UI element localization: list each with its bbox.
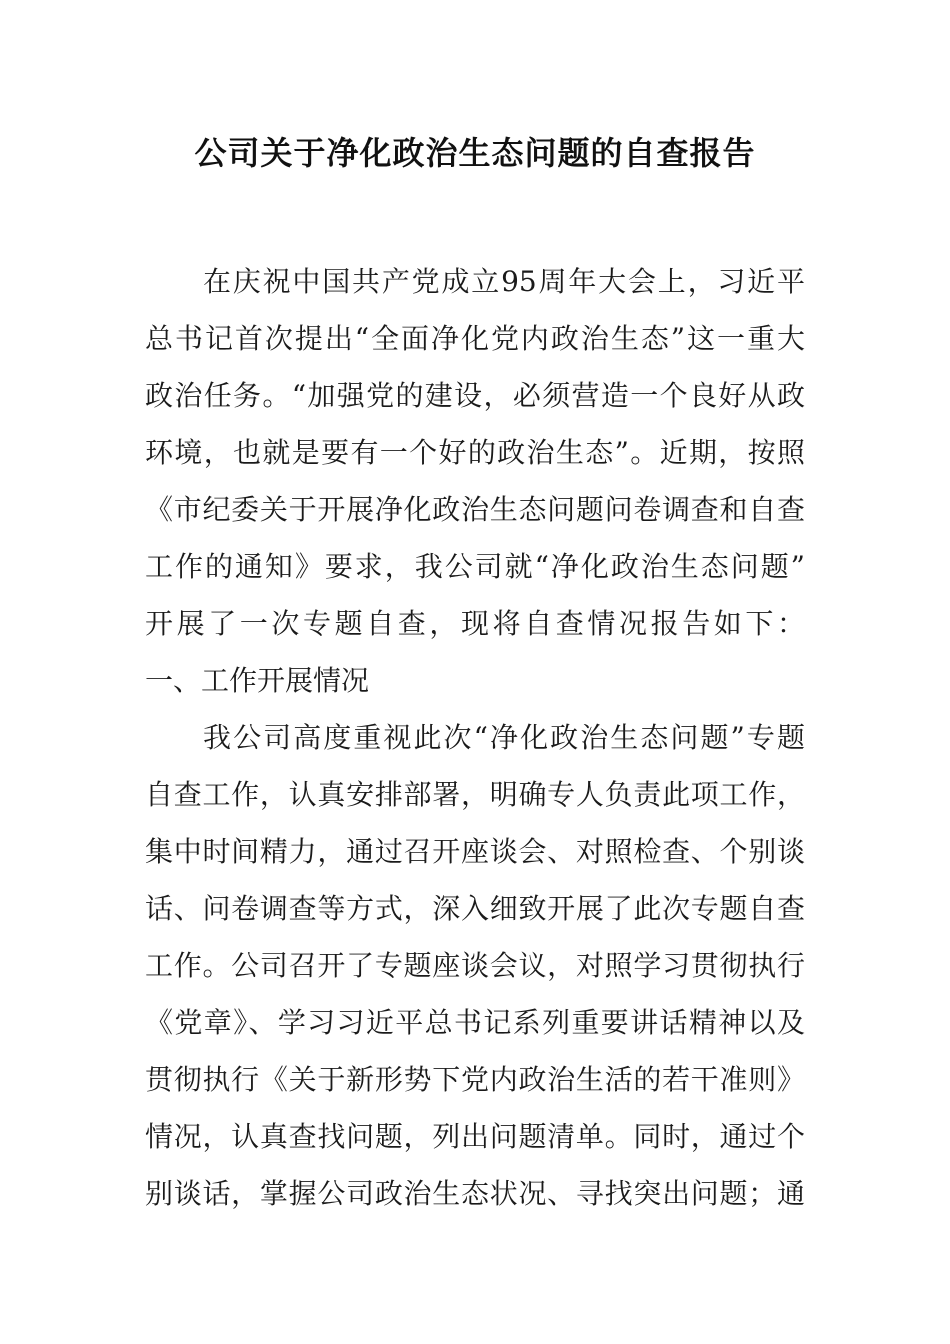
text-line: 环境，也就是要有一个好的政治生态”。近期，按照	[145, 436, 805, 469]
text-line: 工作的通知》要求，我公司就“净化政治生态问题”	[145, 550, 805, 583]
text-line: 总书记首次提出“全面净化党内政治生态”这一重大	[145, 322, 805, 355]
text-line: 开展了一次专题自查，现将自查情况报告如下：	[145, 607, 805, 640]
text-line: 工作。公司召开了专题座谈会议，对照学习贯彻执行	[145, 949, 805, 982]
text-line: 自查工作，认真安排部署，明确专人负责此项工作，	[145, 778, 805, 811]
text-line: 《党章》、学习习近平总书记系列重要讲话精神以及	[145, 1006, 805, 1039]
text-line: 集中时间精力，通过召开座谈会、对照检查、个别谈	[145, 835, 805, 868]
text-line: 贯彻执行《关于新形势下党内政治生活的若干准则》	[145, 1063, 805, 1096]
text-line: 《市纪委关于开展净化政治生态问题问卷调查和自查	[145, 493, 805, 526]
text-line: 别谈话，掌握公司政治生态状况、寻找突出问题；通	[145, 1177, 805, 1210]
text-line: 政治任务。“加强党的建设，必须营造一个良好从政	[145, 379, 805, 412]
section-heading: 一、工作开展情况	[145, 664, 370, 697]
text-line: 在庆祝中国共产党成立95周年大会上，习近平	[203, 265, 805, 298]
text-line: 我公司高度重视此次“净化政治生态问题”专题	[203, 721, 805, 754]
text-line: 情况，认真查找问题，列出问题清单。同时，通过个	[145, 1120, 805, 1153]
document-title: 公司关于净化政治生态问题的自查报告	[194, 134, 756, 172]
text-line: 话、问卷调查等方式，深入细致开展了此次专题自查	[145, 892, 805, 925]
